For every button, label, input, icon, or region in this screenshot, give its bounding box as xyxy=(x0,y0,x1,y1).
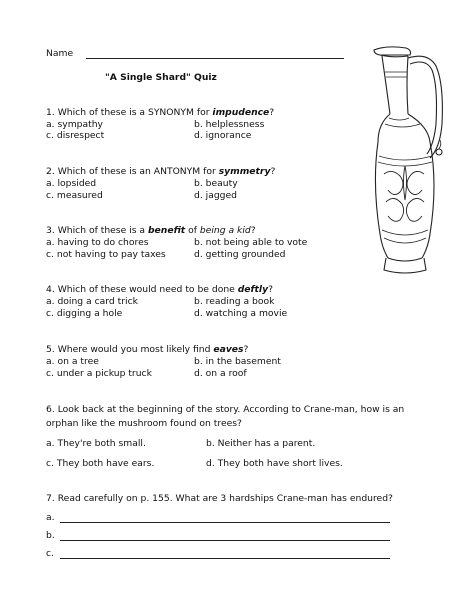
answer-blank-line[interactable] xyxy=(60,522,390,523)
option-c: c. They both have ears. xyxy=(46,458,155,469)
option-a: a. on a tree xyxy=(46,356,99,367)
option-c: c. digging a hole xyxy=(46,308,123,319)
option-d: d. watching a movie xyxy=(194,308,288,319)
question-number: 1. xyxy=(46,107,55,118)
answer-label-a: a. xyxy=(46,512,55,523)
name-label: Name xyxy=(46,48,74,59)
question-1 xyxy=(46,107,274,119)
question-mark: ? xyxy=(270,166,276,177)
vocab-word: benefit xyxy=(147,225,186,236)
question-6-line-2: orphan like the mushroom found on trees? xyxy=(46,418,242,429)
vocab-word: impudence xyxy=(212,107,270,118)
question-text: Which of these is an ANTONYM for xyxy=(57,166,219,177)
option-a: a. doing a card trick xyxy=(46,296,138,307)
vocab-word: eaves xyxy=(213,344,244,355)
answer-label-b: b. xyxy=(46,530,55,541)
question-7 xyxy=(46,493,393,505)
option-b: b. helplessness xyxy=(194,119,265,130)
question-text: Where would you most likely find xyxy=(57,344,214,355)
option-d: d. ignorance xyxy=(194,130,252,141)
option-b: b. not being able to vote xyxy=(194,237,308,248)
option-a: a. sympathy xyxy=(46,119,103,130)
name-blank-line xyxy=(86,58,344,59)
question-3 xyxy=(46,225,256,237)
question-mark: ? xyxy=(243,344,249,355)
answer-blank-line[interactable] xyxy=(60,558,390,559)
question-number: 2. xyxy=(46,166,55,177)
option-b: b. reading a book xyxy=(194,296,275,307)
option-a: a. lopsided xyxy=(46,178,97,189)
option-b: b. in the basement xyxy=(194,356,281,367)
vocab-word: deftly xyxy=(237,284,269,295)
question-number: 4. xyxy=(46,284,55,295)
question-text: Which of these is a SYNONYM for xyxy=(57,107,213,118)
option-c: c. disrespect xyxy=(46,130,105,141)
option-c: c. measured xyxy=(46,190,103,201)
option-d: d. jagged xyxy=(194,190,238,201)
quiz-title: "A Single Shard" Quiz xyxy=(105,72,217,83)
vocab-phrase: being a kid xyxy=(199,225,251,236)
option-d: d. getting grounded xyxy=(194,249,286,260)
answer-blank-line[interactable] xyxy=(60,540,390,541)
jug-illustration xyxy=(372,44,458,284)
question-5 xyxy=(46,344,248,356)
question-text: Which of these is a xyxy=(57,225,148,236)
question-mark: ? xyxy=(250,225,256,236)
question-4 xyxy=(46,284,273,296)
question-text-mid: of xyxy=(185,225,200,236)
question-number: 5. xyxy=(46,344,55,355)
question-number: 3. xyxy=(46,225,55,236)
question-text: Look back at the beginning of the story. According to Crane-man, how is an xyxy=(57,404,405,415)
option-d: d. on a roof xyxy=(194,368,247,379)
option-c: c. not having to pay taxes xyxy=(46,249,166,260)
vocab-word: symmetry xyxy=(218,166,271,177)
option-d: d. They both have short lives. xyxy=(206,458,343,469)
option-a: a. They're both small. xyxy=(46,438,146,449)
option-a: a. having to do chores xyxy=(46,237,149,248)
question-mark: ? xyxy=(268,284,273,295)
question-6 xyxy=(46,404,404,416)
question-2 xyxy=(46,166,275,178)
question-mark: ? xyxy=(269,107,275,118)
option-b: b. Neither has a parent. xyxy=(206,438,316,449)
question-number: 7. xyxy=(46,493,55,504)
answer-label-c: c. xyxy=(46,548,54,559)
question-number: 6. xyxy=(46,404,55,415)
question-text: Read carefully on p. 155. What are 3 hardships Crane-man has endured? xyxy=(57,493,393,504)
option-c: c. under a pickup truck xyxy=(46,368,152,379)
option-b: b. beauty xyxy=(194,178,238,189)
question-text: Which of these would need to be done xyxy=(57,284,238,295)
